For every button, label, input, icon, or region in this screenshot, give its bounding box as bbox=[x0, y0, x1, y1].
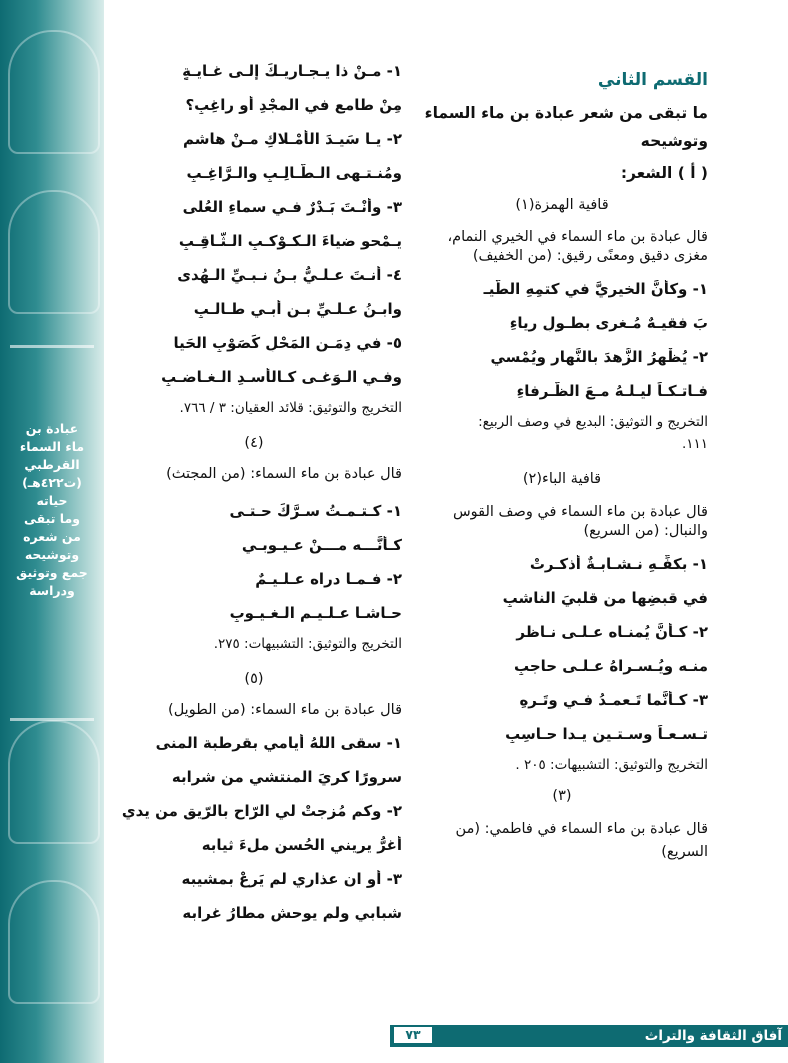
main-title: ما تبقى من شعر عبادة بن ماء السماء bbox=[424, 104, 708, 122]
verse: ٣- أو ان عذاري لم يَرعْ بمشيبه bbox=[181, 870, 402, 888]
left-column bbox=[106, 62, 402, 922]
verse: ومُنـتـهى الـطّـالِـبِ والـرَّاغِـبِ bbox=[186, 164, 402, 182]
arch-ornament bbox=[8, 30, 100, 154]
rhyme-heading: قافية الهمزة(١) bbox=[515, 197, 609, 213]
verse: منـه ويُـسـراهُ عـلـى حاجبِ bbox=[513, 657, 708, 675]
verse: في قبضِها من قلبيَ الناشبِ bbox=[502, 589, 708, 607]
verse: ٣- وأَنْـتَ بَـدْرٌ فـي سماءِ العُلى bbox=[182, 198, 402, 216]
intro-text: السريع) bbox=[661, 844, 708, 860]
intro-text: قال عبادة بن ماء السماء في الخيري النمام، bbox=[447, 229, 708, 245]
source-note: التخريج والتوثيق: التشبيهات: ٢٠٥ . bbox=[515, 757, 708, 773]
verse: مِنْ طامعٍ في المجْدِ أو راغِبِ؟ bbox=[185, 96, 402, 114]
journal-title: آفاق الثقافة والتراث bbox=[644, 1028, 782, 1044]
sidebar-line: جمع وتوثيق bbox=[16, 565, 88, 580]
intro-text: والنبال: (من السريع) bbox=[583, 523, 708, 539]
intro-text: قال عبادة بن ماء السماء في وصف القوس bbox=[452, 504, 708, 520]
arch-ornament bbox=[8, 190, 100, 314]
verse: ١- وكأنَّ الخيريَّ في كتمِهِ الطّيـ bbox=[483, 280, 708, 298]
source-note: ١١١. bbox=[681, 436, 708, 452]
sidebar-line: حياته bbox=[36, 493, 68, 508]
verse: ١- بكفِّـهِ نـشـابـةٌ أذكـرتْ bbox=[529, 555, 708, 573]
verse: يـمْحو ضياءَ الـكـوْكـبِ الـثّـاقِـبِ bbox=[178, 232, 402, 250]
intro-text: مغزى دقيق ومعنًى رقيق: (من الخفيف) bbox=[472, 248, 708, 264]
verse: تـسـعـاً وسـتـين يـدا حـاسِبِ bbox=[505, 725, 708, 743]
verse: كـأنَّـــه مـــنْ عـيـوبـي bbox=[241, 536, 402, 554]
main-title-cont: وتوشيحه bbox=[640, 132, 708, 150]
verse: حـاشـا عـلـيـمِ الـغـيـوبِ bbox=[229, 604, 402, 622]
rhyme-heading: قافية الباء(٢) bbox=[522, 471, 602, 487]
verse: ٢- يـا سَيـدَ الأمْـلاكِ مـنْ هاشمٍ bbox=[183, 130, 402, 148]
poem-number: (٤) bbox=[244, 435, 264, 451]
sidebar-line: ودراسة bbox=[29, 583, 75, 598]
sidebar-line: عبادة بن bbox=[25, 421, 79, 436]
arch-ornament bbox=[8, 880, 100, 1004]
verse: فـاتـكـاً ليـلـهُ مـعَ الظّـرفاءِ bbox=[516, 382, 708, 400]
verse: ٢- يُظْهِرُ الزُّهدَ بالنَّهارِ ويُمْسي bbox=[490, 348, 708, 366]
source-note: التخريج والتوثيق: قلائد العقيان: ٣ / ٧٦٦. bbox=[179, 400, 402, 416]
poem-number: (٥) bbox=[244, 671, 264, 687]
right-column bbox=[416, 70, 708, 862]
sidebar-line: من شعره bbox=[23, 529, 81, 544]
verse: ١- مـنْ ذا يـجـاريـكَ إلـى غـايـةٍ bbox=[182, 62, 402, 80]
section-title: القسم الثاني bbox=[597, 70, 708, 90]
arch-ornament bbox=[8, 720, 100, 844]
intro-text: قال عبادة بن ماء السماء: (من المجتث) bbox=[166, 466, 402, 482]
verse: ٤- أَنـتَ عـلـيُّ بـنُ نـبـيِّ الـهُدى bbox=[177, 266, 402, 284]
verse: ٣- كـأنَّما تَـعمـدُ فـي وتَـرِهِ bbox=[519, 691, 708, 709]
verse: ٢- كـأنَّ يُمنـاه عـلـى نـاظرٍ bbox=[516, 623, 708, 641]
verse: سرورًا كريَ المنتشي من شرابه bbox=[171, 768, 402, 786]
sidebar-line: وما تبقى bbox=[24, 511, 80, 526]
sidebar-book-title bbox=[4, 420, 100, 600]
source-note: التخريج والتوثيق: التشبيهات: ٢٧٥. bbox=[213, 636, 402, 652]
verse: ٢- وكم مُزجتْ لي الرّاح بالرّيق من يدي bbox=[121, 802, 402, 820]
verse: ١- كـتـمـتُ سـرَّكَ حـتـى bbox=[229, 502, 402, 520]
sidebar-line: ماء السماء bbox=[19, 439, 85, 454]
decorative-sidebar bbox=[0, 0, 104, 1063]
verse: وفـي الـوَغـى كـالأَسـدِ الـغـاضـبِ bbox=[161, 368, 402, 386]
verse: وابـنُ عـلـيِّ بـن أبـي طـالـبِ bbox=[193, 300, 402, 318]
sidebar-line: (ت٤٢٢هـ) bbox=[22, 475, 82, 490]
page-number: ٧٣ bbox=[394, 1027, 432, 1043]
verse: ٢- فـمـا دراه عـلـيـمٌ bbox=[255, 570, 402, 588]
poem-number: (٣) bbox=[552, 788, 572, 804]
verse: ١- سقى اللهُ أيامي بقرطبة المنى bbox=[155, 734, 402, 752]
verse: بَ فقيـهٌ مُـغرى بطـولِ رياءِ bbox=[509, 314, 708, 332]
verse: ٥- في دِمَـنِ المَحْلِ كَصَوْبِ الحَيا bbox=[173, 334, 402, 352]
intro-text: قال عبادة بن ماء السماء: (من الطويل) bbox=[168, 702, 402, 718]
intro-text: قال عبادة بن ماء السماء في فاطمي: (من bbox=[455, 821, 708, 837]
sub-heading: ( أ ) الشعر: bbox=[620, 164, 708, 182]
sidebar-line: وتوشيحه bbox=[24, 547, 80, 562]
verse: أغرُّ يريني الحُسن ملءَ ثيابه bbox=[201, 836, 402, 854]
verse: شبابي ولم يوحش مطارُ غرابه bbox=[182, 904, 402, 922]
sidebar-line: القرطبي bbox=[24, 457, 80, 472]
source-note: التخريج و التوثيق: البديع في وصف الربيع: bbox=[478, 414, 708, 430]
